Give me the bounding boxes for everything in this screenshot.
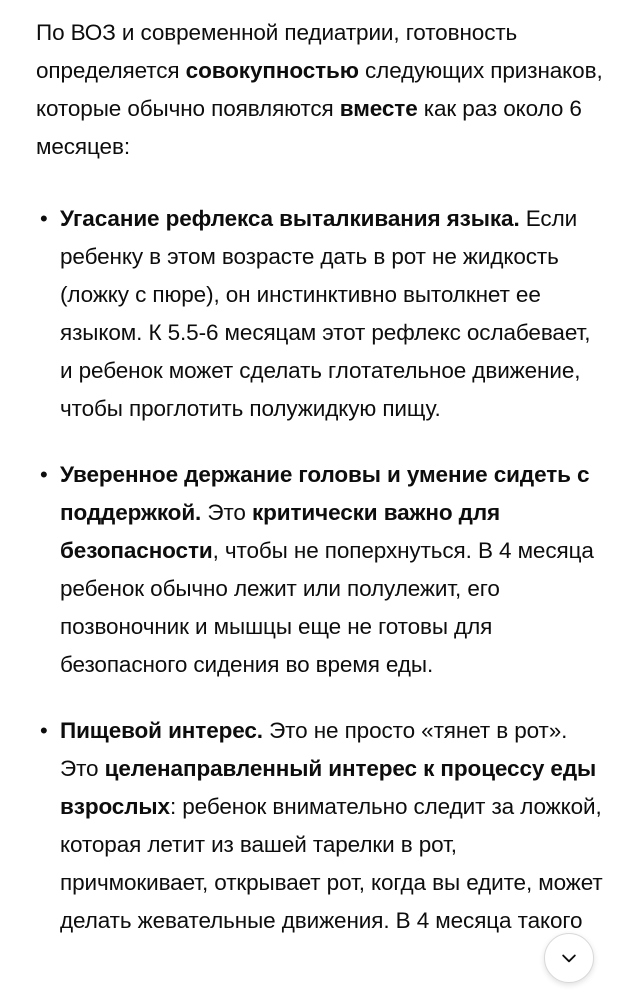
item-text: Это	[201, 500, 252, 525]
item-bold: критически важно для безопасности	[60, 500, 501, 563]
item-heading: Пищевой интерес.	[60, 718, 263, 743]
list-item	[36, 200, 606, 428]
intro-text-1: По ВОЗ и современной педиатрии, готовность определяется	[36, 20, 518, 83]
intro-paragraph	[36, 14, 606, 166]
message-content	[36, 14, 606, 940]
bullet-marker: •	[40, 718, 48, 743]
intro-text-2: следующих признаков, которые обычно появляются	[36, 58, 603, 121]
chevron-down-icon	[559, 948, 579, 968]
intro-bold-2: вместе	[339, 96, 418, 121]
item-heading: Угасание рефлекса выталкивания языка.	[60, 206, 520, 231]
item-bold: целенаправленный интерес к процессу еды взрослых	[60, 756, 597, 819]
bullet-marker: •	[40, 206, 48, 231]
bullet-marker: •	[40, 462, 48, 487]
item-text: Это не просто «тянет в рот». Это	[60, 718, 568, 781]
item-text: : ребенок внимательно следит за ложкой, которая летит из вашей тарелки в рот, причмокивает, открывает рот, когда вы едите, может делать жевательные движения. В 4 месяца такого	[60, 794, 603, 933]
readiness-signs-list	[36, 200, 606, 940]
item-text: Если ребенку в этом возрасте дать в рот не жидкость (ложку с пюре), он инстинктивно вытолкнет ее языком. К 5.5-6 месяцам этот рефлекс ослабевает, и ребенок может сделать глотательное движение, чтобы проглотить полужидкую пищу.	[60, 206, 591, 421]
item-heading: Уверенное держание головы и умение сидеть с поддержкой.	[60, 462, 590, 525]
list-item	[36, 456, 606, 684]
intro-bold-1: совокупностью	[185, 58, 359, 83]
item-text: , чтобы не поперхнуться. В 4 месяца ребенок обычно лежит или полулежит, его позвоночник и мышцы еще не готовы для безопасного сидения во время еды.	[60, 538, 594, 677]
list-item	[36, 712, 606, 940]
intro-text-3: как раз около 6 месяцев:	[36, 96, 582, 159]
scroll-to-bottom-button[interactable]	[544, 933, 594, 983]
